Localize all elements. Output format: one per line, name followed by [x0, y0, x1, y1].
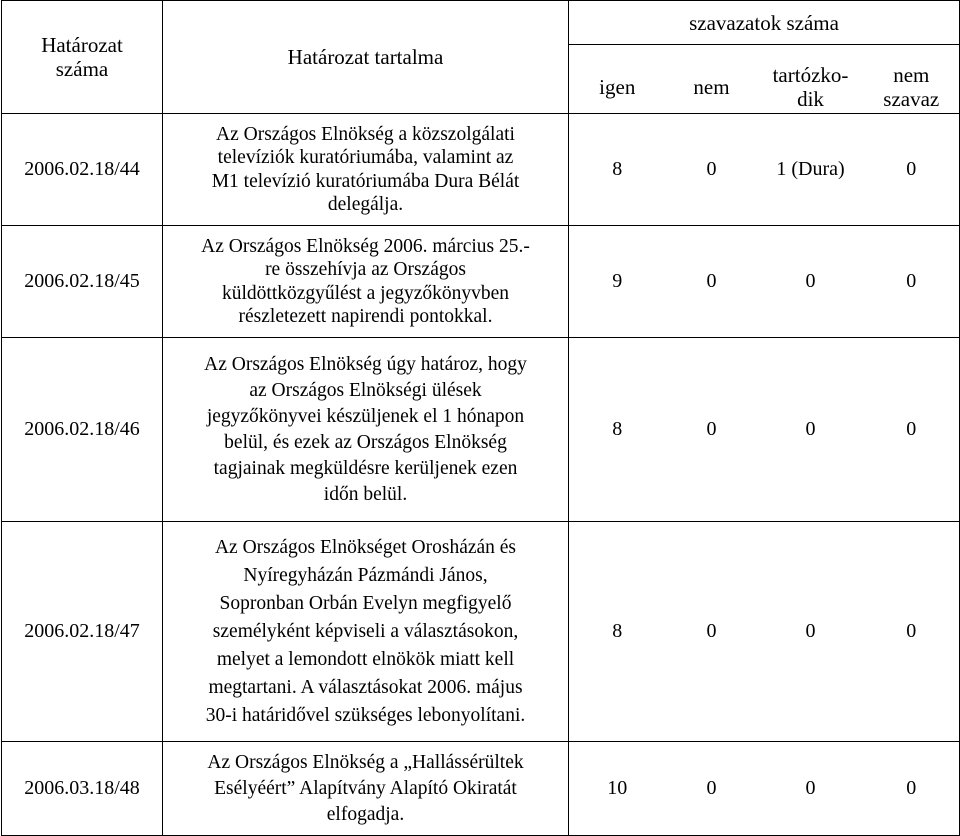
table-row [2, 742, 960, 836]
content-line: időn belül. [323, 483, 408, 505]
resolution-content [163, 226, 569, 338]
vote-abstain: 0 [758, 338, 864, 522]
content-line: jegyzőkönyvei készüljenek el 1 hónapon [206, 405, 525, 427]
header-resolution-number-line1: Határozat [41, 33, 123, 57]
header-vote-none [864, 45, 960, 114]
vote-no: 0 [666, 338, 758, 522]
vote-abstain: 1 (Dura) [758, 114, 864, 226]
resolution-content [163, 114, 569, 226]
vote-yes: 8 [569, 114, 666, 226]
vote-abstain: 0 [758, 226, 864, 338]
content-line: tagjainak megküldésre kerüljenek ezen [213, 457, 518, 479]
resolution-number: 2006.02.18/47 [2, 522, 163, 742]
content-line: belül, és ezek az Országos Elnökség [224, 431, 507, 453]
content-line: személyként képviseli a választásokon, [212, 620, 519, 642]
content-line: küldöttközgyűlést a jegyzőkönyvben [221, 282, 510, 304]
header-votes: szavazatok száma [569, 1, 960, 45]
vote-no: 0 [666, 114, 758, 226]
resolutions-table [1, 0, 960, 836]
vote-no: 0 [666, 522, 758, 742]
vote-none: 0 [864, 226, 960, 338]
content-line: Nyíregyházán Pázmándi János, [243, 564, 488, 586]
content-line: Az Országos Elnökség a közszolgálati [216, 123, 515, 145]
header-vote-no: nem [666, 45, 758, 114]
content-line: M1 televízió kuratóriumába Dura Bélát [211, 170, 520, 192]
content-line: Esélyéért” Alapítvány Alapító Okiratát [214, 777, 517, 799]
content-line: 30-i határidővel szükséges lebonyolítani. [205, 704, 526, 726]
header-resolution-content: Határozat tartalma [163, 1, 569, 114]
resolution-number: 2006.02.18/44 [2, 114, 163, 226]
content-line: Az Országos Elnökség a „Hallássérültek [207, 751, 524, 773]
vote-no: 0 [666, 226, 758, 338]
table-row [2, 522, 960, 742]
content-line: részletezett napirendi pontokkal. [238, 306, 493, 327]
vote-none: 0 [864, 742, 960, 836]
content-line: re összehívja az Országos [265, 259, 466, 280]
header-resolution-number [2, 1, 163, 114]
table-row [2, 338, 960, 522]
content-line: delegálja. [327, 194, 404, 215]
vote-yes: 8 [569, 522, 666, 742]
vote-none: 0 [864, 338, 960, 522]
content-line: melyet a lemondott elnökök miatt kell [216, 648, 515, 670]
table-row [2, 114, 960, 226]
header-vote-yes: igen [569, 45, 666, 114]
content-line: az Országos Elnökségi ülések [249, 379, 482, 401]
resolution-number: 2006.02.18/45 [2, 226, 163, 338]
vote-yes: 8 [569, 338, 666, 522]
content-line: Az Országos Elnökséget Orosházán és [214, 536, 517, 558]
resolution-content [163, 742, 569, 836]
vote-none: 0 [864, 114, 960, 226]
vote-abstain: 0 [758, 742, 864, 836]
header-vote-abstain [758, 45, 864, 114]
vote-abstain: 0 [758, 522, 864, 742]
header-vote-none-line2: szavaz [883, 87, 940, 111]
resolution-number: 2006.02.18/46 [2, 338, 163, 522]
content-line: Az Országos Elnökség 2006. március 25.- [201, 235, 530, 257]
header-vote-abstain-line2: dik [797, 87, 824, 111]
table-row [2, 226, 960, 338]
resolution-content [163, 338, 569, 522]
resolution-number: 2006.03.18/48 [2, 742, 163, 836]
content-line: megtartani. A választásokat 2006. május [208, 676, 523, 698]
content-line: Az Országos Elnökség úgy határoz, hogy [204, 353, 527, 375]
content-line: televíziók kuratóriumába, valamint az [217, 147, 514, 168]
vote-none: 0 [864, 522, 960, 742]
header-vote-abstain-line1: tartózko- [772, 63, 849, 87]
resolution-content [163, 522, 569, 742]
content-line: Sopronban Orbán Evelyn megfigyelő [219, 592, 512, 614]
vote-no: 0 [666, 742, 758, 836]
content-line: elfogadja. [326, 803, 405, 825]
vote-yes: 9 [569, 226, 666, 338]
vote-yes: 10 [569, 742, 666, 836]
header-resolution-number-line2: száma [55, 57, 109, 81]
header-vote-none-line1: nem [893, 63, 930, 87]
